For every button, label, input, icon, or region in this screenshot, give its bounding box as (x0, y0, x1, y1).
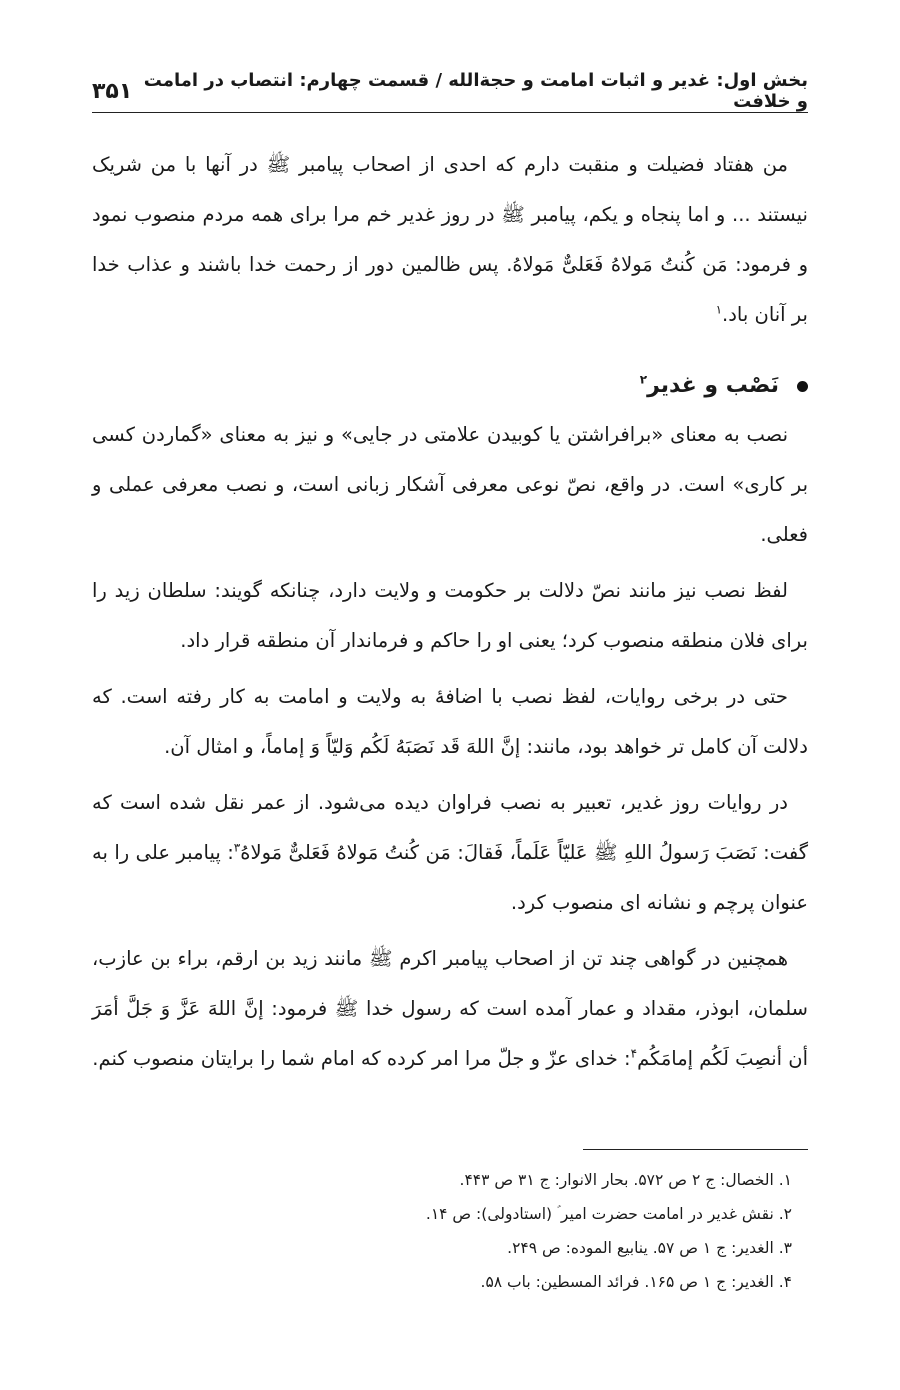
header-title: بخش اول: غدیر و اثبات امامت و حجةالله / قسمت چهارم: انتصاب در امامت و خلافت (143, 70, 808, 112)
footnote-ref-1[interactable]: ۱ (715, 302, 723, 317)
paragraph-5 (92, 934, 808, 1084)
footnote-2: ۲. نقش غدیر در امامت حضرت امیر ؑ (استادولی): ص ۱۴. (425, 1205, 792, 1223)
section-heading (92, 362, 808, 410)
main-content (92, 140, 808, 1084)
footnote-divider (583, 1149, 808, 1150)
running-header (92, 70, 808, 113)
paragraph-5-part-a: همچنین در گواهی چند تن از اصحاب پیامبر اکرم ﷺ مانند زید بن ارقم، براء بن عازب، سلمان، ابوذر، مقداد و عمار آمده است که رسول خدا ﷺ فرمود: إنَّ اللهَ عَزَّ وَ جَلَّ أمَرَ أن أنصِبَ لَکُم إمامَکُم (92, 947, 808, 1070)
paragraph-3: حتی در برخی روایات، لفظ نصب با اضافهٔ به ولایت و امامت به کار رفته است. که دلالت آن کامل تر خواهد بود، مانند: إنَّ اللهَ قَد نَصَبَهُ لَکُم وَلیّاً وَ إماماً، و امثال آن. (92, 685, 808, 758)
bullet-icon (797, 381, 808, 392)
intro-paragraph (92, 140, 808, 340)
footnote-1: ۱. الخصال: ج ۲ ص ۵۷۲. بحار الانوار: ج ۳۱ ص ۴۴۳. (459, 1171, 792, 1189)
footnote-ref-3[interactable]: ۳ (233, 840, 241, 855)
footnotes (92, 1163, 792, 1299)
footnote-4: ۴. الغدیر: ج ۱ ص ۱۶۵. فرائد المسطین: باب ۵۸. (480, 1273, 792, 1291)
paragraph-2: لفظ نصب نیز مانند نصّ دلالت بر حکومت و ولایت دارد، چنانکه گویند: سلطان زید را برای فلان منطقه منصوب کرد؛ یعنی او را حاکم و فرماندار آن منطقه قرار داد. (92, 579, 808, 652)
paragraph-4 (92, 778, 808, 928)
page-number: ۳۵۱ (92, 78, 133, 104)
section-title: نَصْب و غدیر (647, 373, 779, 398)
intro-text: من هفتاد فضیلت و منقبت دارم که احدی از اصحاب پیامبر ﷺ در آنها با من شریک نیستند ... و اما پنجاه و یکم، پیامبر ﷺ در روز غدیر خم مرا برای همه مردم منصوب نمود و فرمود: مَن کُنتُ مَولاهُ فَعَلیٌّ مَولاهُ. پس ظالمین دور از رحمت خدا باشند و عذاب خدا بر آنان باد. (92, 153, 808, 326)
paragraph-4-part-a: در روایات روز غدیر، تعبیر به نصب فراوان دیده می‌شود. از عمر نقل شده است که گفت: نَصَبَ رَسولُ اللهِ ﷺ عَلیّاً عَلَماً، فَقالَ: مَن کُنتُ مَولاهُ فَعَلیٌّ مَولاهُ (92, 791, 808, 864)
footnote-ref-4[interactable]: ۴ (630, 1046, 638, 1061)
paragraph-4-part-b: : پیامبر علی را به عنوان پرچم و نشانه ای منصوب کرد. (92, 841, 808, 914)
footnote-ref-2[interactable]: ۲ (639, 372, 648, 387)
paragraph-1: نصب به معنای «برافراشتن یا کوبیدن علامتی در جایی» و نیز به معنای «گماردن کسی بر کاری» است. در واقع، نصّ نوعی معرفی آشکار زبانی است، و نصب معرفی عملی و فعلی. (92, 423, 808, 546)
paragraph-5-part-b: : خدای عزّ و جلّ مرا امر کرده که امام شما را برایتان منصوب کنم. (92, 1047, 631, 1070)
footnote-3: ۳. الغدیر: ج ۱ ص ۵۷. ینابیع الموده: ص ۲۴۹. (507, 1239, 792, 1257)
